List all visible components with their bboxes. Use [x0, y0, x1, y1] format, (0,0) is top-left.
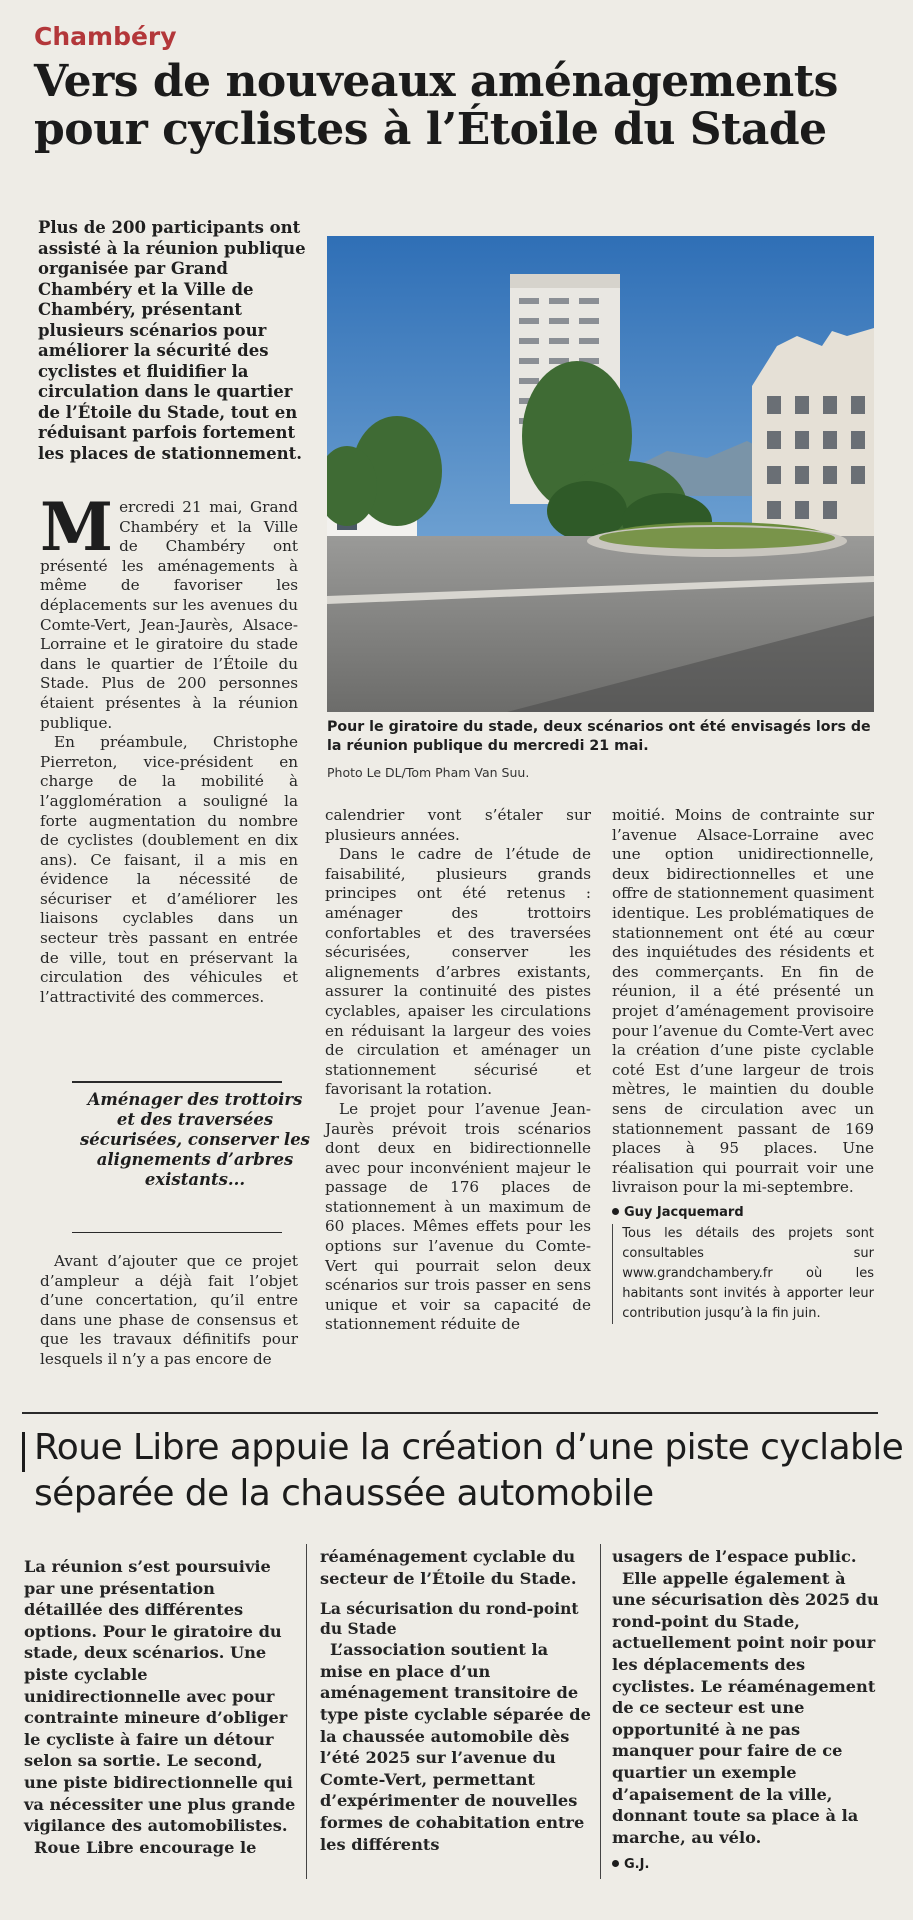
paragraph-1	[40, 488, 298, 733]
paragraph-6: Le projet pour l’avenue Jean-Jaurès prévoit trois scénarios dont deux en bidirectionnelle avec pour inconvénient majeur le passage de 176 places de stationnement à un maximum de 60 places. Mêmes effets pour les options sur l’avenue du Comte-Vert qui pourrait selon deux scénarios sur trois passer en sens unique et voir sa capacité de stationnement réduite de	[325, 1099, 591, 1334]
bullet-icon	[612, 1208, 619, 1215]
column-divider-2	[600, 1544, 601, 1879]
article2-signature	[612, 1852, 884, 1876]
info-note-text: Tous les détails des projets sont consultables sur www.grandchambery.fr où les habitants sont invités à apporter leur contribution jusqu’à la fin juin.	[622, 1226, 874, 1322]
article-separator	[22, 1412, 878, 1414]
drop-cap: M	[40, 488, 114, 566]
article2-paragraph-3: réaménagement cyclable du secteur de l’Étoile du Stade.	[320, 1547, 577, 1588]
roundabout-photo-illustration	[327, 236, 874, 712]
article2-column-1	[24, 1556, 296, 1858]
photo-caption: Pour le giratoire du stade, deux scénarios ont été envisagés lors de la réunion publique du mercredi 21 mai.	[327, 719, 871, 754]
pull-quote: Aménager des trottoirs et des traversées sécurisées, conserver les alignements d’arbres existants...	[80, 1090, 310, 1189]
article2-column-2	[320, 1546, 595, 1855]
article-photo	[327, 236, 874, 712]
article2-paragraph-4: L’association soutient la mise en place d’un aménagement transitoire de type piste cyclable séparée de la chaussée automobile dès l’été 2025 sur l’avenue du Comte-Vert, permettant d’expérimenter de nouvelles formes de cohabitation entre les différents	[320, 1640, 591, 1854]
article2-paragraph-5: usagers de l’espace public.	[612, 1547, 857, 1566]
bullet-icon	[612, 1860, 619, 1867]
article2-paragraph-1: La réunion s’est poursuivie par une présentation détaillée des différentes options. Pour le giratoire du stade, deux scénarios. Une piste cyclable unidirectionnelle avec pour contrainte mineure d’obliger le cycliste à faire un détour selon sa sortie. Le second, une piste bidirectionnelle qui va nécessiter une plus grande vigilance des automobilistes.	[24, 1557, 296, 1836]
article2-paragraph-2: Roue Libre encourage le	[34, 1837, 257, 1857]
paragraph-5: Dans le cadre de l’étude de faisabilité, plusieurs grands principes ont été retenus : aménager des trottoirs confortables et des traversées sécurisées, conserver les alignements d’arbres existants, assurer la continuité des pistes cyclables, apaiser les circulations en réduisant la largeur des voies de circulation et aménager un stationnement sécurisé et favorisant la rotation.	[325, 845, 591, 1099]
paragraph-2: En préambule, Christophe Pierreton, vice-président en charge de la mobilité à l’agglomération a souligné la forte augmentation du nombre de cyclistes (doublement en dix ans). Ce faisant, il a mis en évidence la nécessité de sécuriser et d’améliorer les liaisons cyclables dans un secteur très passant en entrée de ville, tout en préservant la circulation des véhicules et l’attractivité des commerces.	[40, 733, 298, 1006]
author-signature	[612, 1202, 874, 1223]
article2-subhead: La sécurisation du rond-point du Stade	[320, 1599, 579, 1639]
article2-headline: Roue Libre appuie la création d’une piste cyclable séparée de la chaussée automobile	[34, 1427, 904, 1514]
article-lead: Plus de 200 participants ont assisté à la réunion publique organisée par Grand Chambéry et la Ville de Chambéry, présentant plusieurs scénarios pour améliorer la sécurité des cyclistes et fluidifier la circulation dans le quartier de l’Étoile du Stade, tout en réduisant parfois fortement les places de stationnement.	[38, 218, 306, 463]
article-column-1	[40, 488, 298, 1007]
article-column-1-bottom	[40, 1252, 298, 1370]
pullquote-bottom-rule	[72, 1232, 282, 1233]
info-note	[612, 1224, 874, 1324]
paragraph-3: Avant d’ajouter que ce projet d’ampleur a déjà fait l’objet d’une concertation, qu’il entre dans une phase de consensus et que les travaux définitifs pour lesquels il n’y a pas encore de	[40, 1252, 298, 1368]
article2-author: G.J.	[624, 1857, 650, 1873]
photo-credit: Photo Le DL/Tom Pham Van Suu.	[327, 765, 530, 780]
pullquote-top-rule	[72, 1081, 282, 1083]
section-kicker: Chambéry	[34, 22, 177, 51]
headline-accent-bar	[22, 1432, 25, 1472]
column-divider-1	[306, 1544, 307, 1879]
article2-paragraph-6: Elle appelle également à une sécurisation dès 2025 du rond-point du Stade, actuellement point noir pour les déplacements des cyclistes. Le réaménagement de ce secteur est une opportunité à ne pas manquer pour faire de ce quartier un exemple d’apaisement de la ville, donnant toute sa place à la marche, au vélo.	[612, 1568, 879, 1847]
article-headline: Vers de nouveaux aménagements pour cyclistes à l’Étoile du Stade	[34, 56, 838, 155]
paragraph-4: calendrier vont s’étaler sur plusieurs années.	[325, 806, 591, 844]
article-column-2	[325, 806, 591, 1335]
article2-column-3	[612, 1546, 884, 1876]
author-name: Guy Jacquemard	[624, 1204, 744, 1220]
paragraph-1-text: ercredi 21 mai, Grand Chambéry et la Ville de Chambéry ont présenté les aménagements à même de favoriser les déplacements sur les avenues du Comte-Vert, Jean-Jaurès, Alsace-Lorraine et le giratoire du stade dans le quartier de l’Étoile du Stade. Plus de 200 personnes étaient présentes à la réunion publique.	[40, 498, 298, 732]
paragraph-7: moitié. Moins de contrainte sur l’avenue Alsace-Lorraine avec une option unidirectionnelle, deux bidirectionnelles et une offre de stationnement quasiment identique. Les problématiques de stationnement ont été au cœur des inquiétudes des résidents et des commerçants. En fin de réunion, il a été présenté un projet d’aménagement provisoire pour l’avenue du Comte-Vert avec la création d’une piste cyclable coté Est d’une largeur de trois mètres, le maintien du double sens de circulation avec un stationnement passant de 169 places à 95 places. Une réalisation qui pourrait voir une livraison pour la mi-septembre.	[612, 806, 874, 1197]
article-column-3	[612, 806, 874, 1324]
